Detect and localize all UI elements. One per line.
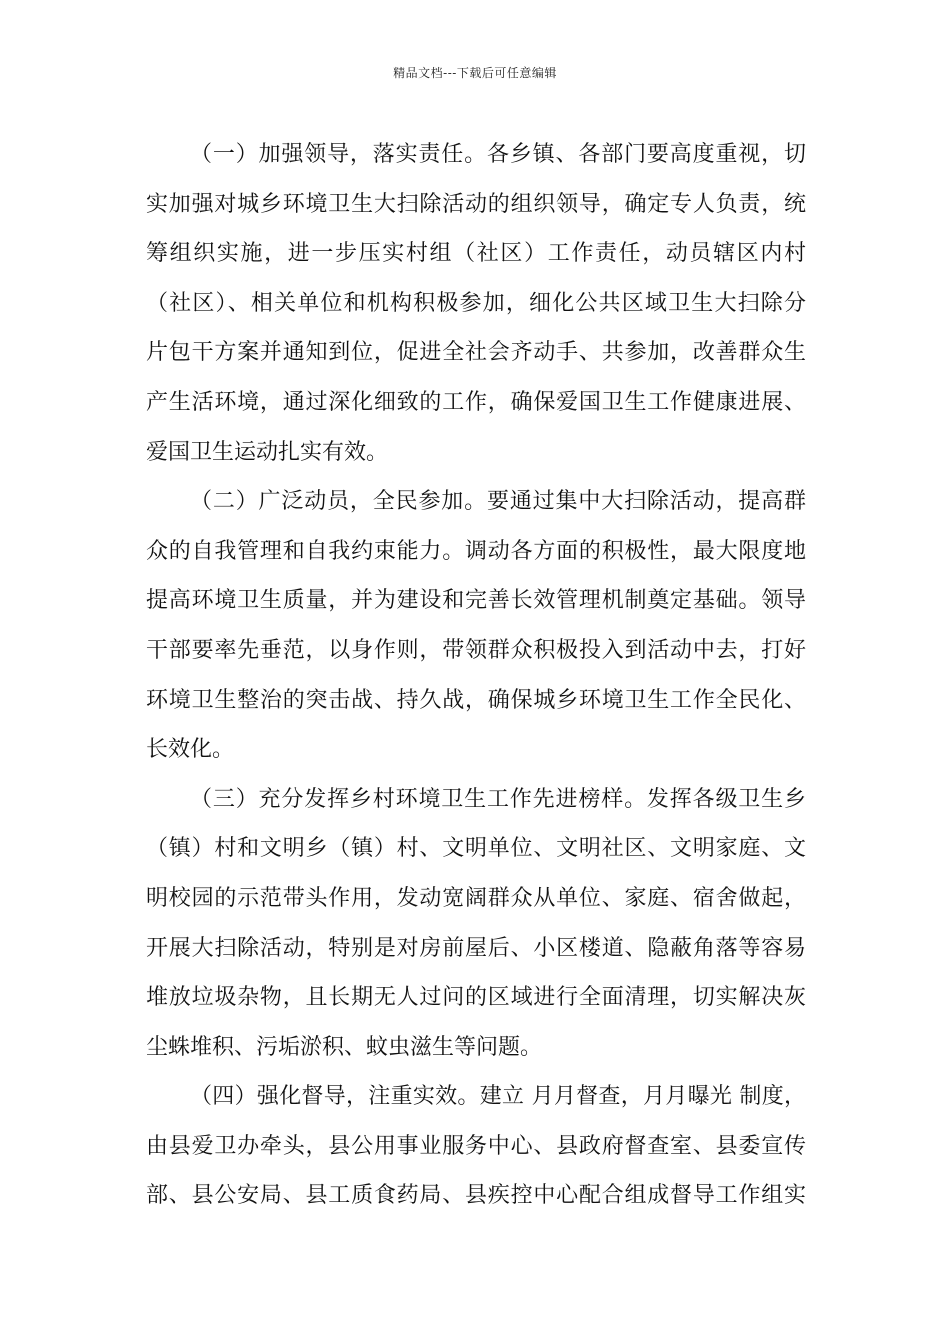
paragraph-line: 尘蛛堆积、污垢淤积、蚊虫滋生等问题。 [146,1034,543,1060]
paragraph-line: 由县爱卫办牵头，县公用事业服务中心、县政府督查室、县委宣传 [146,1133,806,1159]
paragraph-line: 堆放垃圾杂物，且长期无人过问的区域进行全面清理，切实解决灰 [146,985,806,1011]
paragraph-line: 提高环境卫生质量，并为建设和完善长效管理机制奠定基础。领导 [146,588,806,614]
paragraph-2 [146,477,806,775]
paragraph-4 [146,1072,806,1221]
paragraph-3 [146,775,806,1073]
document-body [146,130,806,1221]
paragraph-line: 环境卫生整治的突击战、持久战，确保城乡环境卫生工作全民化、 [146,687,806,713]
paragraph-line: （社区）、相关单位和机构积极参加，细化公共区域卫生大扫除分 [146,290,806,316]
paragraph-line: （三）充分发挥乡村环境卫生工作先进榜样。发挥各级卫生乡 [190,786,806,812]
paragraph-line: 开展大扫除活动，特别是对房前屋后、小区楼道、隐蔽角落等容易 [146,935,806,961]
paragraph-line: 产生活环境，通过深化细致的工作，确保爱国卫生工作健康进展、 [146,389,806,415]
paragraph-line: （镇）村和文明乡（镇）村、文明单位、文明社区、文明家庭、文 [146,836,806,862]
paragraph-1 [146,130,806,477]
paragraph-line: 众的自我管理和自我约束能力。调动各方面的积极性，最大限度地 [146,538,806,564]
paragraph-line: （四）强化督导，注重实效。建立 月月督查，月月曝光 制度， [190,1084,806,1110]
page-header: 精品文档---下载后可任意编辑 [393,66,557,80]
paragraph-line: 爱国卫生运动扎实有效。 [146,439,389,465]
paragraph-line: 长效化。 [146,737,235,763]
paragraph-line: （一）加强领导，落实责任。各乡镇、各部门要高度重视，切 [190,142,806,167]
paragraph-line: 部、县公安局、县工质食药局、县疾控中心配合组成督导工作组实 [146,1183,806,1209]
paragraph-line: 片包干方案并通知到位，促进全社会齐动手、共参加，改善群众生 [146,340,806,366]
paragraph-line: 筹组织实施，进一步压实村组（社区）工作责任，动员辖区内村 [146,241,806,267]
paragraph-line: （二）广泛动员，全民参加。要通过集中大扫除活动，提高群 [190,489,806,515]
paragraph-line: 干部要率先垂范，以身作则，带领群众积极投入到活动中去，打好 [146,637,806,663]
paragraph-line: 实加强对城乡环境卫生大扫除活动的组织领导，确定专人负责，统 [146,191,806,217]
paragraph-line: 明校园的示范带头作用，发动宽阔群众从单位、家庭、宿舍做起， [146,885,806,911]
